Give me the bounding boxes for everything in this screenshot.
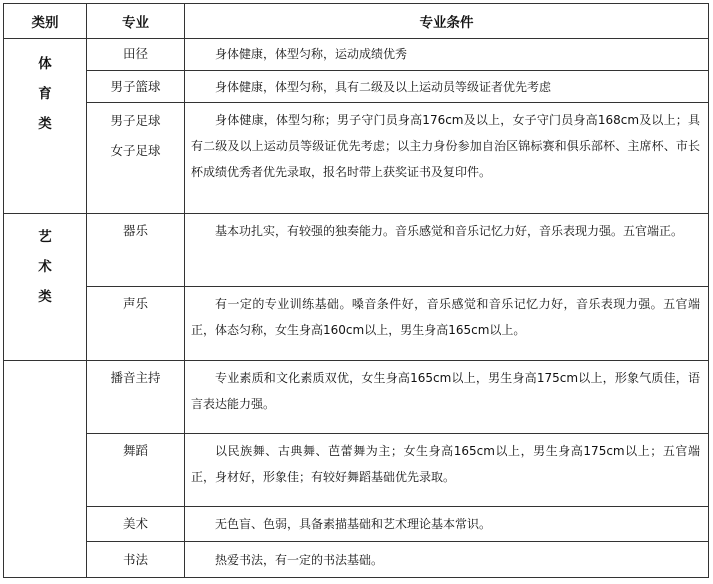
table-row: [4, 38, 709, 70]
category-continuation: [4, 433, 87, 506]
major-cell: [87, 360, 185, 433]
major-name: 男子篮球: [110, 78, 161, 94]
major-name: 声乐: [122, 296, 148, 312]
table-row: [4, 433, 709, 506]
header-category: 类别: [4, 4, 87, 39]
requirement-cell: 专业素质和文化素质双优，女生身高165cm以上，男生身高175cm以上，形象气质佳，语言表达能力强。: [185, 360, 709, 433]
category-char: 术: [38, 259, 52, 276]
header-row: [4, 4, 709, 39]
major-name: 田径: [122, 46, 148, 62]
admission-requirements-table: [3, 3, 709, 578]
category-sports: [4, 38, 87, 214]
major-cell: [87, 214, 185, 287]
table-row: [4, 70, 709, 102]
header-requirements: 专业条件: [185, 4, 709, 39]
major-cell: [87, 38, 185, 70]
category-arts: [4, 214, 87, 360]
table-row: [4, 103, 709, 214]
major-cell: [87, 433, 185, 506]
requirement-cell: 有一定的专业训练基础。嗓音条件好，音乐感觉和音乐记忆力好，音乐表现力强。五官端正，体态匀称，女生身高160cm以上，男生身高165cm以上。: [185, 287, 709, 360]
major-cell: [87, 287, 185, 360]
category-char: 类: [38, 289, 52, 306]
major-name: 男子足球: [110, 113, 161, 129]
category-continuation: [4, 506, 87, 542]
major-cell: [87, 103, 185, 214]
requirement-cell: 热爱书法，有一定的书法基础。: [185, 542, 709, 578]
major-name: 舞蹈: [122, 442, 148, 458]
header-major: 专业: [87, 4, 185, 39]
requirement-cell: 基本功扎实，有较强的独奏能力。音乐感觉和音乐记忆力好，音乐表现力强。五官端正。: [185, 214, 709, 287]
requirement-cell: 身体健康，体型匀称，具有二级及以上运动员等级证者优先考虑: [185, 70, 709, 102]
category-char: 艺: [38, 229, 52, 246]
major-cell: [87, 542, 185, 578]
category-char: 类: [38, 115, 52, 132]
table-row: [4, 287, 709, 360]
table-row: [4, 360, 709, 433]
category-char: 育: [38, 85, 52, 102]
table-row: [4, 214, 709, 287]
requirement-cell: 身体健康，体型匀称；男子守门员身高176cm及以上，女子守门员身高168cm及以上；具有二级及以上运动员等级证优先考虑；以主力身份参加自治区锦标赛和俱乐部杯、主席杯、市长杯成绩优秀者优先录取，报名时带上获奖证书及复印件。: [185, 103, 709, 214]
table-row: [4, 542, 709, 578]
major-name: 器乐: [122, 223, 148, 239]
requirement-cell: 无色盲、色弱，具备素描基础和艺术理论基本常识。: [185, 506, 709, 542]
major-cell: [87, 70, 185, 102]
category-continuation: [4, 360, 87, 433]
major-name: 美术: [122, 516, 148, 532]
requirement-cell: 身体健康，体型匀称，运动成绩优秀: [185, 38, 709, 70]
category-char: 体: [38, 55, 52, 72]
major-name: 女子足球: [110, 143, 161, 159]
category-continuation: [4, 542, 87, 578]
table-row: [4, 506, 709, 542]
major-name: 播音主持: [110, 369, 161, 385]
requirement-cell: 以民族舞、古典舞、芭蕾舞为主；女生身高165cm以上，男生身高175cm以上；五官端正，身材好，形象佳；有较好舞蹈基础优先录取。: [185, 433, 709, 506]
major-name: 书法: [122, 551, 148, 567]
major-cell: [87, 506, 185, 542]
